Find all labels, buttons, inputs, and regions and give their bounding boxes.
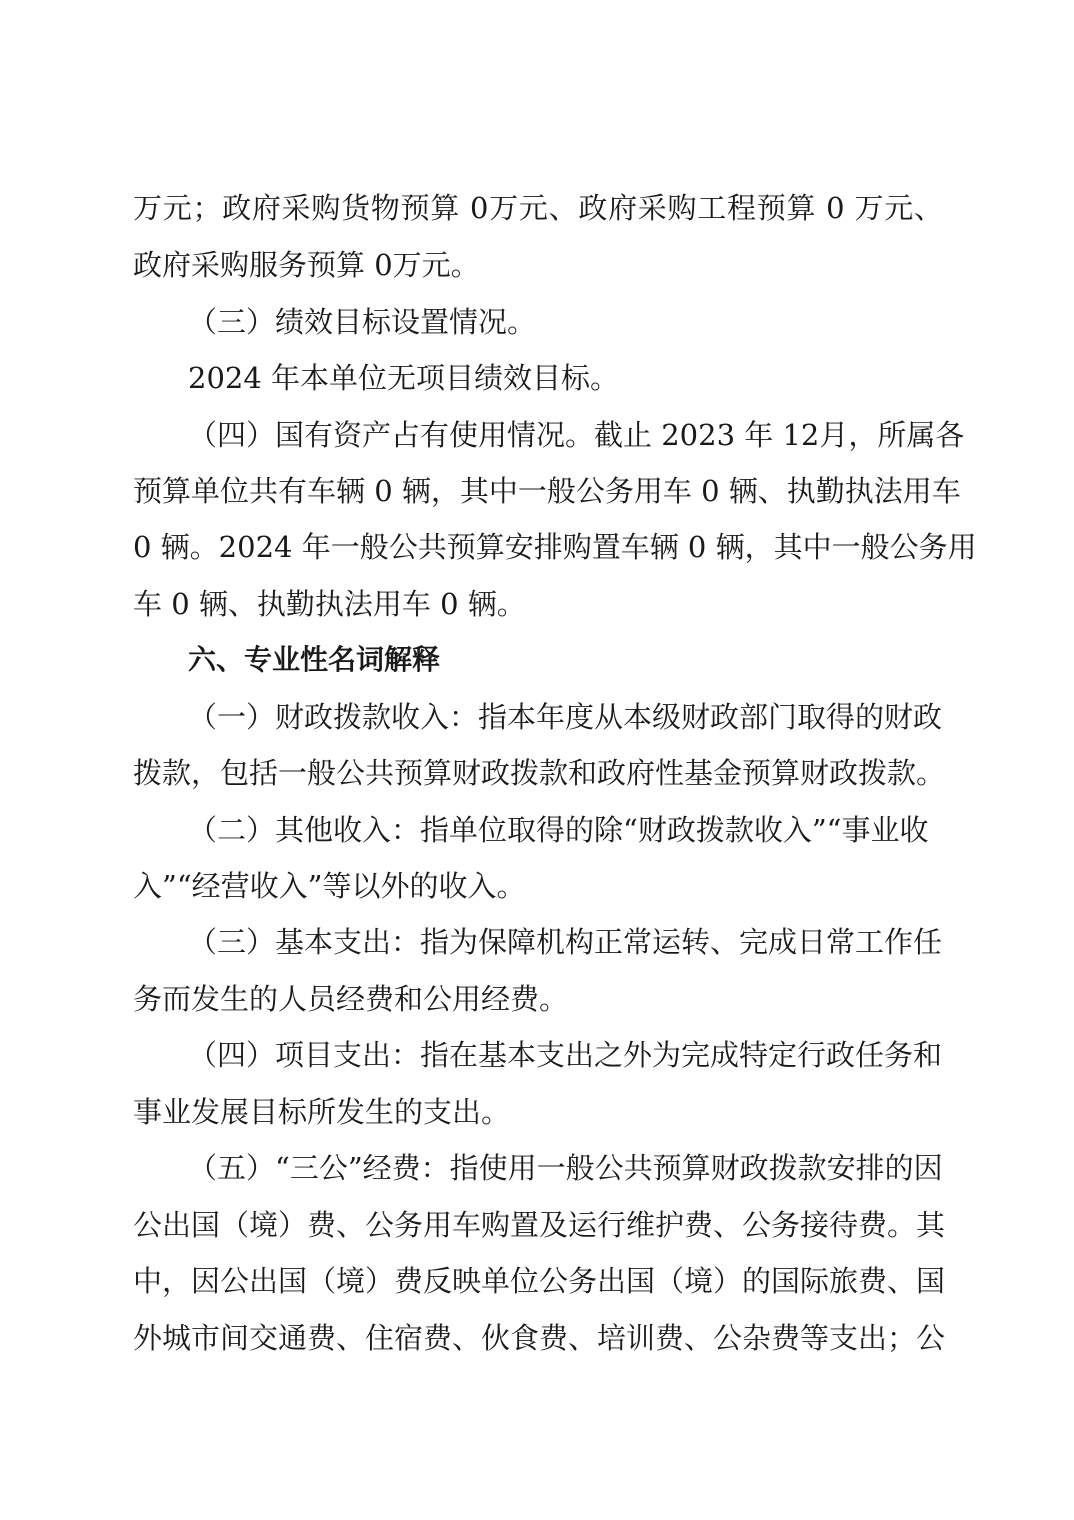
paragraph-performance-goals: 2024 年本单位无项目绩效目标。 (188, 361, 620, 395)
term-fiscal-appropriation-line-2: 拨款，包括一般公共预算财政拨款和政府性基金预算财政拨款。 (133, 756, 946, 790)
term-fiscal-appropriation-line-1: （一）财政拨款收入：指本年度从本级财政部门取得的财政 (188, 700, 943, 734)
paragraph-procurement-line-2: 政府采购服务预算 0万元。 (133, 248, 480, 282)
paragraph-assets-line-1: （四）国有资产占有使用情况。截止 2023 年 12月，所属各 (188, 418, 965, 452)
subheading-performance-goals: （三）绩效目标设置情况。 (188, 305, 537, 339)
paragraph-procurement-line-1: 万元；政府采购货物预算 0万元、政府采购工程预算 0 万元、 (133, 191, 943, 225)
term-other-income-line-1: （二）其他收入：指单位取得的除“财政拨款收入”“事业收 (188, 813, 929, 847)
paragraph-assets-line-2: 预算单位共有车辆 0 辆，其中一般公务用车 0 辆、执勤执法用车 (133, 474, 961, 508)
term-three-public-line-4: 外城市间交通费、住宿费、伙食费、培训费、公杂费等支出；公 (133, 1321, 946, 1355)
term-basic-expenditure-line-1: （三）基本支出：指为保障机构正常运转、完成日常工作任 (188, 925, 943, 959)
term-three-public-line-3: 中，因公出国（境）费反映单位公务出国（境）的国际旅费、国 (133, 1264, 946, 1298)
term-three-public-line-1: （五）“三公”经费：指使用一般公共预算财政拨款安排的因 (188, 1151, 943, 1185)
term-basic-expenditure-line-2: 务而发生的人员经费和公用经费。 (133, 982, 569, 1016)
paragraph-assets-line-4: 车 0 辆、执勤执法用车 0 辆。 (133, 587, 526, 621)
term-three-public-line-2: 公出国（境）费、公务用车购置及运行维护费、公务接待费。其 (133, 1208, 946, 1242)
term-other-income-line-2: 入”“经营收入”等以外的收入。 (133, 869, 526, 903)
term-project-expenditure-line-2: 事业发展目标所发生的支出。 (133, 1095, 511, 1129)
section-heading-terms: 六、专业性名词解释 (188, 643, 441, 676)
paragraph-assets-line-3: 0 辆。2024 年一般公共预算安排购置车辆 0 辆，其中一般公务用 (133, 530, 977, 564)
term-project-expenditure-line-1: （四）项目支出：指在基本支出之外为完成特定行政任务和 (188, 1038, 943, 1072)
